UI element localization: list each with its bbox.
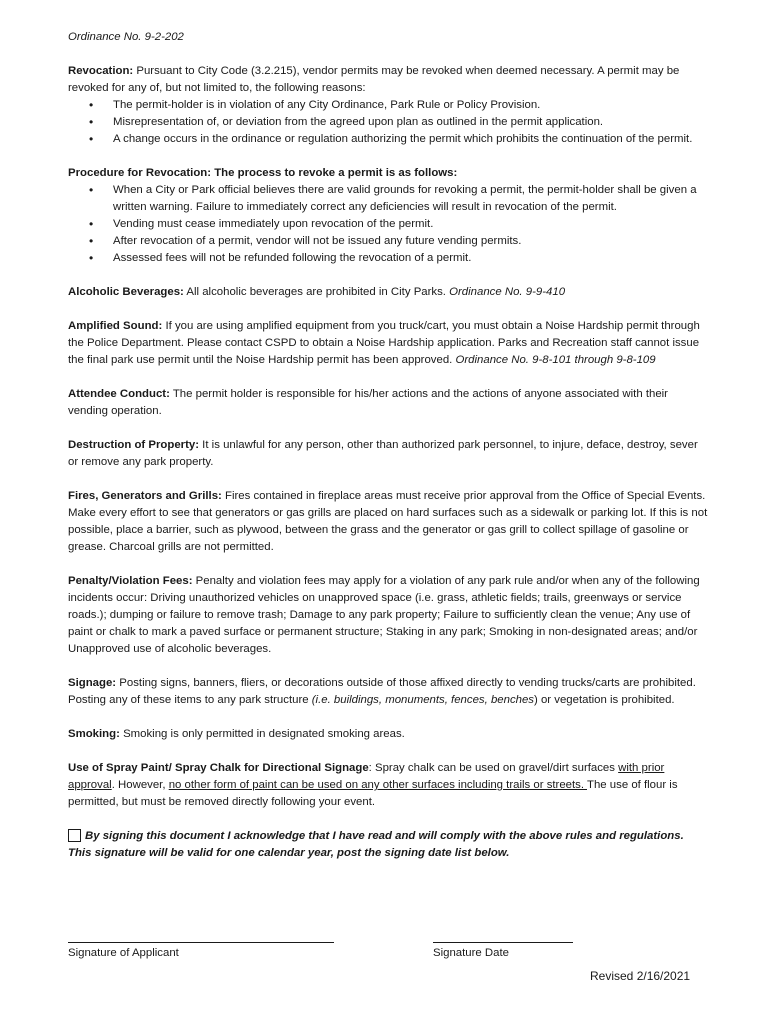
- acknowledgement-text-2: This signature will be valid for one calendar year, post the signing date list below.: [68, 847, 510, 859]
- penalty-text: Penalty and violation fees may apply for a violation of any park rule and/or when any of the following incidents occur: Driving unauthorized vehicles on unapproved space (i.e. grass, athletic fields; trails, greenways or service roads.); dumping or failure to remove trash; Damage to any park property; Failure to sufficiently clean the venue; Any use of paint or chalk to mark a paved surface or permanent structure; Staking in any park; Smoking in non-designated areas; and/or Unapproved use of alcoholic beverages.: [68, 575, 700, 655]
- signage-examples: (i.e. buildings, monuments, fences, benches: [311, 694, 535, 706]
- revocation-label: Revocation:: [68, 65, 134, 77]
- acknowledgement-block: [68, 828, 708, 862]
- destruction-text: It is unlawful for any person, other than authorized park personnel, to injure, deface, destroy, sever or remove any park property.: [68, 439, 698, 468]
- signature-row: [68, 930, 708, 970]
- procedure-steps-list: [68, 182, 708, 267]
- spray-text-after: The use of flour is permitted, but must be removed directly following your event.: [68, 779, 678, 808]
- applicant-signature-label: Signature of Applicant: [68, 947, 179, 959]
- document-body: [68, 29, 708, 888]
- spray-text-mid: . However,: [111, 779, 169, 791]
- section-smoking: [68, 726, 708, 743]
- revocation-text: Pursuant to City Code (3.2.215), vendor permits may be revoked when deemed necessary. A permit may be revoked for any of, but not limited to, the following reasons:: [68, 65, 680, 94]
- amplified-ordinance: Ordinance No. 9-8-101 through 9-8-109: [455, 354, 656, 366]
- list-item: • A change occurs in the ordinance or regulation authorizing the permit which prohibits the continuation of the permit.: [113, 131, 708, 148]
- alcoholic-label: Alcoholic Beverages:: [68, 286, 184, 298]
- section-penalty-violation-fees: [68, 573, 708, 658]
- attendee-text: The permit holder is responsible for his/her actions and the actions of anyone associated with their vending operation.: [68, 388, 668, 417]
- list-item: • Vending must cease immediately upon revocation of the permit.: [113, 216, 708, 233]
- revision-date: Revised 2/16/2021: [590, 969, 691, 983]
- fires-label: Fires, Generators and Grills:: [68, 490, 222, 502]
- spray-prior-approval: with prior approval: [68, 762, 665, 791]
- signage-text-before: Posting signs, banners, fliers, or decorations outside of those affixed directly to vending trucks/carts are prohibited. Posting any of these items to any park structure: [68, 677, 696, 706]
- penalty-label: Penalty/Violation Fees:: [68, 575, 193, 587]
- destruction-label: Destruction of Property:: [68, 439, 200, 451]
- applicant-signature-line[interactable]: [68, 930, 334, 943]
- smoking-text: Smoking is only permitted in designated smoking areas.: [119, 728, 405, 740]
- section-fires-generators-grills: [68, 488, 708, 556]
- section-amplified-sound: [68, 318, 708, 369]
- signature-date-label: Signature Date: [433, 947, 509, 959]
- signage-label: Signage:: [68, 677, 117, 689]
- signature-date-line[interactable]: [433, 930, 573, 943]
- amplified-label: Amplified Sound:: [68, 320, 163, 332]
- spray-no-other-paint: no other form of paint can be used on any other surfaces including trails or streets.: [168, 779, 587, 791]
- acknowledgement-line-1: [68, 828, 708, 845]
- acknowledge-checkbox[interactable]: [68, 829, 81, 842]
- revocation-reasons-list: [68, 97, 708, 148]
- section-revocation: [68, 63, 708, 148]
- revocation-paragraph: [68, 63, 708, 97]
- section-signage: [68, 675, 708, 709]
- amplified-text: If you are using amplified equipment from you truck/cart, you must obtain a Noise Hardship permit through the Police Department. Please contact CSPD to obtain a Noise Hardship application. Parks and Recreation staff cannot issue the final park use permit until the Noise Hardship permit has been approved.: [68, 320, 700, 366]
- smoking-label: Smoking:: [68, 728, 120, 740]
- list-item: • Misrepresentation of, or deviation from the agreed upon plan as outlined in the permit application.: [113, 114, 708, 131]
- list-item: • Assessed fees will not be refunded following the revocation of a permit.: [113, 250, 708, 267]
- section-spray-paint: [68, 760, 708, 811]
- ordinance-reference: Ordinance No. 9-2-202: [68, 31, 184, 43]
- acknowledgement-text-1: By signing this document I acknowledge that I have read and will comply with the above rules and regulations.: [85, 830, 684, 842]
- signage-text-after: ) or vegetation is prohibited.: [534, 694, 675, 706]
- section-destruction-of-property: [68, 437, 708, 471]
- attendee-label: Attendee Conduct:: [68, 388, 170, 400]
- section-alcoholic-beverages: [68, 284, 708, 301]
- alcoholic-ordinance: Ordinance No. 9-9-410: [449, 286, 566, 298]
- spray-text-before: : Spray chalk can be used on gravel/dirt surfaces: [368, 762, 619, 774]
- list-item: • The permit-holder is in violation of any City Ordinance, Park Rule or Policy Provision.: [113, 97, 708, 114]
- section-attendee-conduct: [68, 386, 708, 420]
- section-procedure: [68, 165, 708, 267]
- spray-label: Use of Spray Paint/ Spray Chalk for Directional Signage: [68, 762, 369, 774]
- procedure-label: Procedure for Revocation: The process to revoke a permit is as follows:: [68, 167, 458, 179]
- fires-text: Fires contained in fireplace areas must receive prior approval from the Office of Special Events. Make every effort to see that generators or gas grills are placed on hard surfaces such as a sidewalk or parking lot. If this is not possible, place a barrier, such as plywood, between the grass and the generator or gas grill to collect spillage of gasoline or grease. Charcoal grills are not permitted.: [68, 490, 708, 553]
- list-item: • When a City or Park official believes there are valid grounds for revoking a permit, the permit-holder shall be given a written warning. Failure to immediately correct any deficiencies will result in revocation of the permit.: [113, 182, 708, 216]
- alcoholic-text: All alcoholic beverages are prohibited in City Parks.: [183, 286, 450, 298]
- list-item: • After revocation of a permit, vendor will not be issued any future vending permits.: [113, 233, 708, 250]
